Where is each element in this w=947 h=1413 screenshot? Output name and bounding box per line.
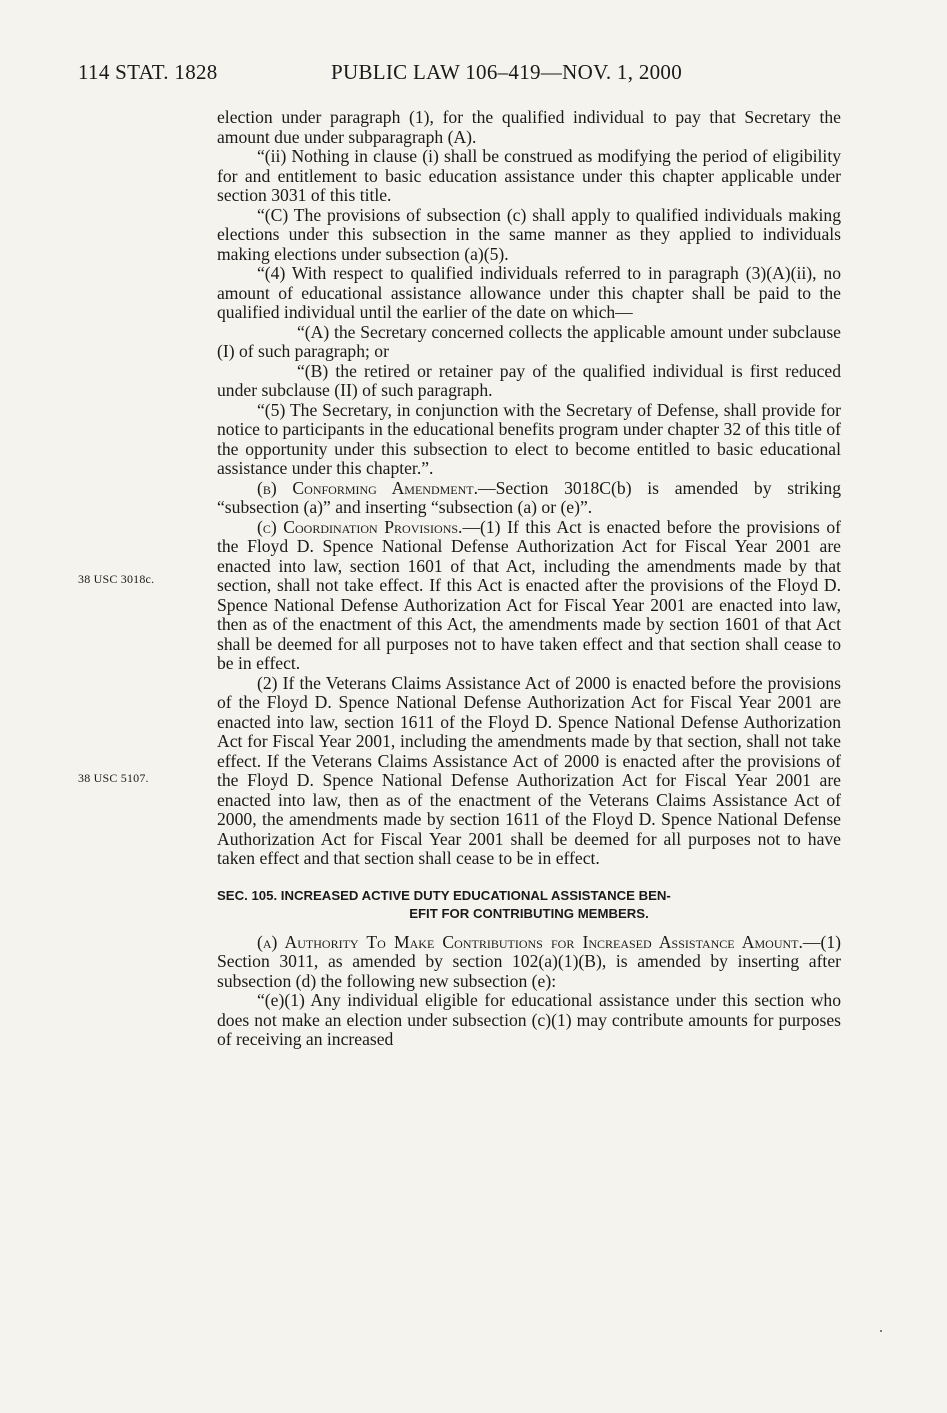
paragraph: “(C) The provisions of subsection (c) shall apply to qualified individuals making elections under this subsection in the same manner as they applied to individuals making elections under subsection (a)(5).: [217, 204, 841, 264]
coordination-provisions-label: (c) Coordination Provisions.: [257, 516, 463, 537]
authority-subsection-text: —(1) Section 3011, as amended by section 102(a)(1)(B), is amended by inserting after subsection (d) the following new subsection (e):: [217, 931, 841, 991]
authority-subsection-label: (a) Authority To Make Contributions for Increased Assistance Amount.: [257, 931, 803, 952]
authority-subsection: [217, 933, 841, 992]
section-heading-line2: EFIT FOR CONTRIBUTING MEMBERS.: [409, 905, 649, 921]
paragraph: “(e)(1) Any individual eligible for educational assistance under this section who does not make an election under subsection (c)(1) may contribute amounts for purposes of receiving an increased: [217, 990, 841, 1049]
section-heading-line1: SEC. 105. INCREASED ACTIVE DUTY EDUCATIONAL ASSISTANCE BEN-: [217, 887, 671, 903]
paragraph: “(5) The Secretary, in conjunction with the Secretary of Defense, shall provide for notice to participants in the educational benefits program under chapter 32 of this title of the opportunity under this subsection to elect to become entitled to basic educational assistance under this chapter.”.: [217, 399, 841, 478]
margin-note-usc-3018c: 38 USC 3018c.: [78, 572, 155, 586]
paragraph: election under paragraph (1), for the qualified individual to pay that Secretary the amount due under subparagraph (A).: [217, 107, 841, 147]
conforming-amendment: [217, 479, 841, 518]
paragraph: (2) If the Veterans Claims Assistance Act of 2000 is enacted before the provisions of the Floyd D. Spence National Defense Authorization Act for Fiscal Year 2001 are enacted into law, section 1611 of the Floyd D. Spence National Defense Authorization Act for Fiscal Year 2001, including the amendments made by that section, shall not take effect. If the Veterans Claims Assistance Act of 2000 is enacted after the provisions of the Floyd D. Spence National Defense Authorization Act for Fiscal Year 2001 are enacted into law, then as of the enactment of the Veterans Claims Assistance Act of 2000, the amendments made by section 1611 of the Floyd D. Spence National Defense Authorization Act for Fiscal Year 2001 shall be deemed for all purposes not to have taken effect and that section shall cease to be in effect.: [217, 672, 841, 868]
body-text: [217, 108, 841, 1050]
paragraph: “(B) the retired or retainer pay of the qualified individual is first reduced under subclause (II) of such paragraph.: [217, 360, 841, 400]
paragraph: “(ii) Nothing in clause (i) shall be construed as modifying the period of eligibility for and entitlement to basic education assistance under this chapter applicable under section 3031 of this title.: [217, 146, 841, 205]
scan-speck: [880, 1330, 882, 1332]
coordination-provisions: [217, 518, 841, 674]
margin-note-usc-5107: 38 USC 5107.: [78, 771, 149, 785]
section-heading: [217, 887, 841, 923]
paragraph: “(A) the Secretary concerned collects the applicable amount under subclause (I) of such paragraph; or: [217, 321, 841, 361]
page-reference: 114 STAT. 1828: [78, 60, 218, 84]
conforming-amendment-label: (b) Conforming Amendment.: [257, 477, 479, 498]
coordination-provisions-text: —(1) If this Act is enacted before the provisions of the Floyd D. Spence National Defense Authorization Act for Fiscal Year 2001 are enacted into law, section 1601 of that Act, including the amendments made by that section, shall not take effect. If this Act is enacted after the provisions of the Floyd D. Spence National Defense Authorization Act for Fiscal Year 2001 are enacted into law, then as of the enactment of this Act, the amendments made by section 1601 of that Act shall be deemed for all purposes not to have taken effect and that section shall cease to be in effect.: [217, 516, 842, 673]
paragraph: “(4) With respect to qualified individuals referred to in paragraph (3)(A)(ii), no amount of educational assistance allowance under this chapter shall be paid to the qualified individual until the earlier of the date on which—: [217, 263, 841, 322]
conforming-amendment-text: —Section 3018C(b) is amended by striking “subsection (a)” and inserting “subsection (a) or (e)”.: [217, 477, 842, 517]
law-reference: PUBLIC LAW 106–419—NOV. 1, 2000: [331, 60, 683, 84]
